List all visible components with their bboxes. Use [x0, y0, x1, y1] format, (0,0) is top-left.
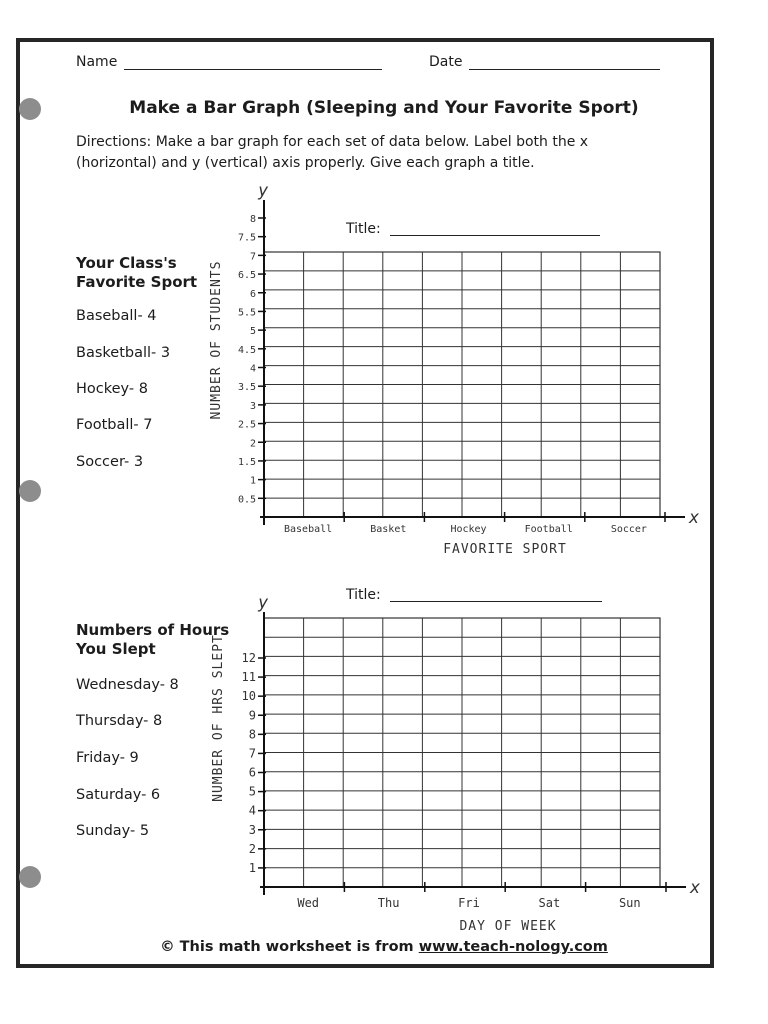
y-tick-label: 12 [241, 651, 256, 665]
y-axis-letter: y [258, 181, 269, 201]
name-label: Name [76, 54, 118, 70]
y-axis-label: NUMBER OF STUDENTS [209, 260, 224, 420]
directions-text: Directions: Make a bar graph for each set of data below. Label both the x (horizontal) and y (vertical) axis properly. Give each graph a title. [76, 134, 589, 171]
sport-data-item: Baseball- 4 [76, 308, 157, 324]
chart1-title-label: Title: [346, 221, 381, 237]
sport-bar-graph [209, 181, 700, 557]
chart2-title-label: Title: [346, 587, 381, 603]
y-tick-label: 2.5 [237, 419, 256, 431]
x-axis-letter: x [690, 878, 701, 898]
y-tick-label: 5 [249, 326, 256, 338]
sleep-data-item: Saturday- 6 [76, 787, 161, 803]
y-axis-label: NUMBER OF HRS SLEPT [211, 634, 226, 802]
x-tick-label: Sat [538, 896, 561, 910]
y-tick-label: 4 [248, 803, 256, 818]
y-tick-label: 7.5 [237, 232, 256, 244]
footer [0, 939, 768, 955]
y-tick-label: 2 [249, 438, 256, 450]
y-tick-label: 4 [249, 363, 256, 375]
worksheet-title: Make a Bar Graph (Sleeping and Your Favorite Sport) [129, 98, 639, 118]
x-axis-label: FAVORITE SPORT [443, 542, 567, 557]
y-tick-label: 2 [248, 841, 256, 856]
y-tick-label: 8 [249, 214, 256, 225]
y-axis-letter: y [258, 593, 269, 613]
x-tick-label: Wed [297, 896, 320, 910]
y-tick-label: 7 [248, 746, 256, 761]
x-axis-label: DAY OF WEEK [459, 919, 557, 934]
sport-data-item: Football- 7 [76, 417, 153, 433]
sport-data-item: Basketball- 3 [76, 345, 171, 361]
y-tick-label: 8 [248, 727, 256, 742]
y-tick-label: 11 [241, 670, 256, 685]
y-tick-label: 7 [249, 251, 256, 263]
y-tick-label: 6 [248, 765, 256, 780]
x-tick-label: Hockey [450, 524, 487, 535]
y-tick-label: 1.5 [237, 456, 256, 468]
x-axis-letter: x [689, 508, 700, 528]
y-tick-label: 1 [248, 860, 256, 875]
y-tick-label: 3.5 [237, 382, 256, 394]
y-tick-label: 10 [241, 689, 256, 704]
y-tick-label: 0.5 [237, 494, 256, 506]
y-tick-label: 6 [249, 288, 256, 300]
x-tick-label: Fri [458, 896, 480, 910]
sport-data-item: Hockey- 8 [76, 381, 148, 397]
x-tick-label: Football [524, 524, 573, 535]
y-tick-label: 5 [248, 784, 256, 799]
x-tick-label: Thu [377, 896, 400, 910]
y-tick-label: 6.5 [237, 270, 256, 282]
sport-data-item: Soccer- 3 [76, 454, 144, 470]
y-tick-label: 5.5 [237, 307, 256, 319]
sleep-data-item: Thursday- 8 [76, 713, 163, 729]
footer-link[interactable]: www.teach-nology.com [418, 939, 608, 955]
y-tick-label: 9 [248, 708, 256, 723]
y-tick-label: 4.5 [237, 344, 256, 356]
y-tick-label: 1 [249, 475, 256, 487]
footer-text: © This math worksheet is from [160, 939, 414, 955]
x-tick-label: Sun [618, 896, 641, 910]
x-tick-label: Basket [370, 524, 407, 535]
sleep-data-item: Wednesday- 8 [76, 677, 179, 693]
y-tick-label: 3 [249, 400, 256, 412]
sleep-data-item: Friday- 9 [76, 750, 139, 766]
x-tick-label: Soccer [610, 524, 647, 535]
sleep-data-heading: Numbers of Hours You Slept [76, 621, 230, 658]
sleep-bar-graph [211, 593, 701, 934]
sport-data-heading: Your Class's Favorite Sport [76, 254, 198, 291]
sleep-data-item: Sunday- 5 [76, 823, 150, 839]
date-label: Date [429, 54, 463, 70]
x-tick-label: Baseball [284, 524, 333, 535]
y-tick-label: 3 [248, 822, 256, 837]
